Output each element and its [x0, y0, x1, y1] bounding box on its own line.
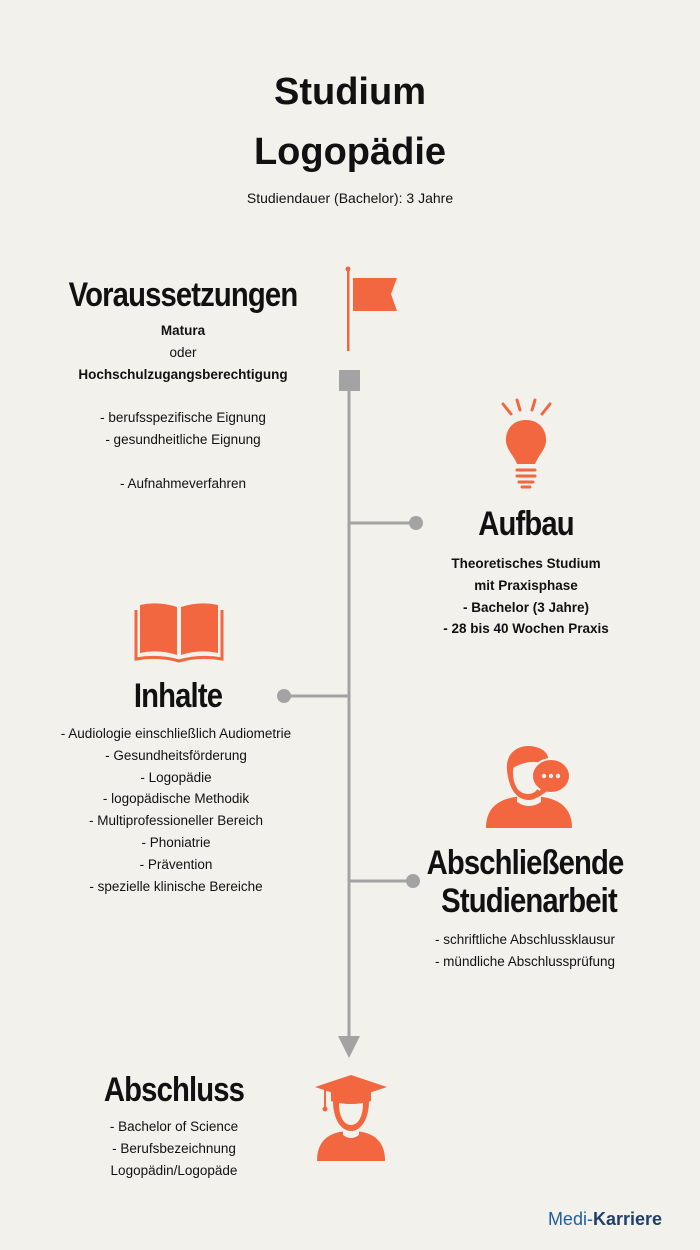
voraussetzungen-line: Hochschulzugangsberechtigung [78, 366, 288, 382]
voraussetzungen-item: - gesundheitliche Eignung [105, 431, 261, 447]
medi-karriere-logo [548, 1209, 662, 1230]
abschluss-text [24, 1116, 324, 1181]
abschluss-item: - Bachelor of Science [109, 1119, 239, 1134]
page-subtitle: Studiendauer (Bachelor): 3 Jahre [246, 190, 454, 206]
inhalte-heading: Inhalte [133, 677, 223, 715]
graduate-icon [313, 1073, 393, 1163]
inhalte-item: - Multiprofessioneller Bereich [88, 813, 264, 829]
inhalte-item: - Prävention [139, 856, 213, 872]
inhalte-text [26, 723, 326, 897]
inhalte-item: - spezielle klinische Bereiche [89, 878, 263, 894]
studienarbeit-heading-line1: Abschließende [426, 844, 624, 882]
aufbau-text [376, 553, 676, 640]
timeline-arrow-head [338, 1036, 360, 1058]
aufbau-line: - Bachelor (3 Jahre) [462, 599, 590, 615]
voraussetzungen-line: Matura [160, 323, 206, 338]
studienarbeit-item: - schriftliche Abschlussklausur [434, 932, 616, 947]
voraussetzungen-text [33, 320, 333, 494]
inhalte-item: - Phoniatrie [141, 834, 211, 850]
voraussetzungen-line: oder [169, 344, 197, 360]
aufbau-line: mit Praxisphase [474, 577, 578, 593]
book-icon [134, 601, 224, 663]
aufbau-line: Theoretisches Studium [451, 556, 601, 571]
page-title-line1: Studium [274, 71, 426, 113]
logo-part2: Karriere [592, 1209, 662, 1229]
abschluss-heading: Abschluss [103, 1071, 245, 1109]
studienarbeit-heading-line2: Studienarbeit [441, 882, 617, 920]
inhalte-item: - Logopädie [140, 769, 212, 785]
studienarbeit-text [375, 929, 675, 973]
abschluss-item: - Berufsbezeichnung [112, 1140, 236, 1156]
aufbau-heading: Aufbau [478, 505, 574, 543]
flag-icon [343, 265, 403, 355]
logo-part1: Medi- [547, 1209, 593, 1229]
lightbulb-icon [487, 398, 567, 493]
abschluss-item: Logopädin/Logopäde [110, 1162, 238, 1178]
inhalte-item: - logopädische Methodik [102, 791, 250, 807]
person-speech-icon [483, 742, 578, 832]
voraussetzungen-item: - berufsspezifische Eignung [100, 410, 266, 426]
voraussetzungen-item: - Aufnahmeverfahren [119, 475, 247, 491]
studienarbeit-item: - mündliche Abschlussprüfung [434, 953, 616, 969]
aufbau-line: - 28 bis 40 Wochen Praxis [443, 621, 609, 637]
timeline-start-square [339, 370, 360, 391]
voraussetzungen-heading: Voraussetzungen [68, 276, 298, 314]
inhalte-item: - Audiologie einschließlich Audiometrie [60, 726, 292, 741]
page-title-line2: Logopädie [253, 131, 447, 173]
inhalte-item: - Gesundheitsförderung [105, 747, 247, 763]
